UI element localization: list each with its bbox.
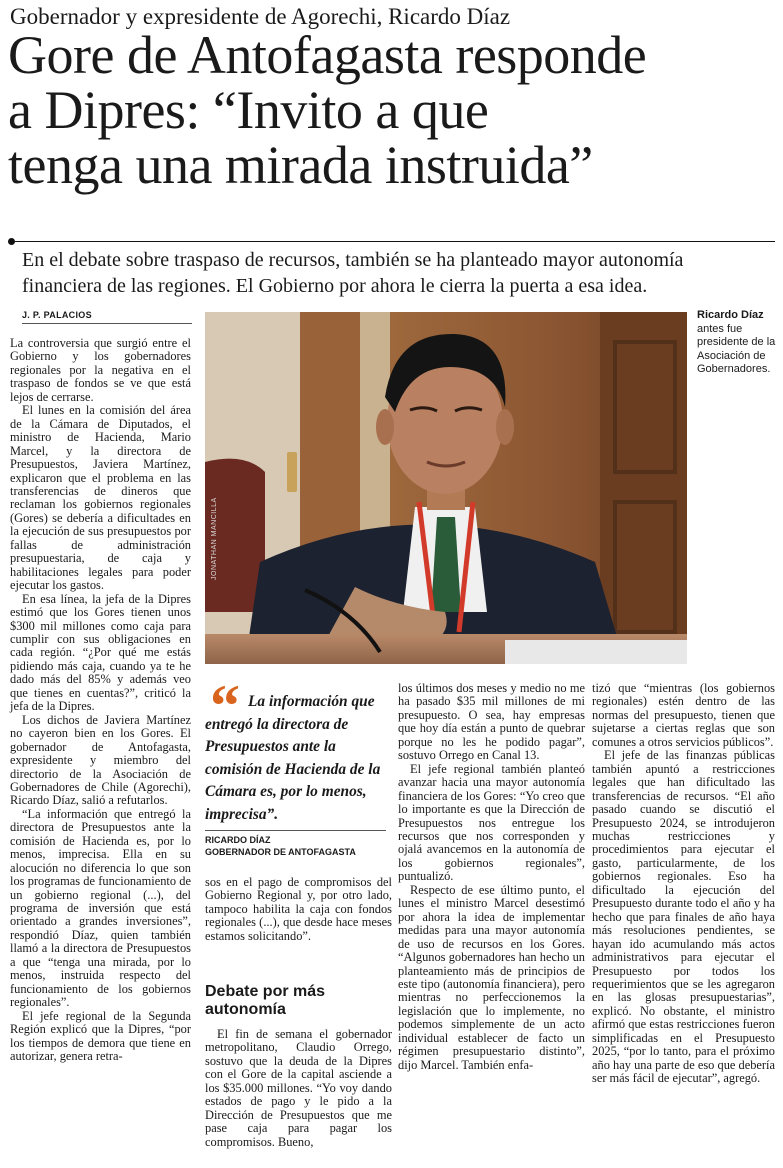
photo-credit: JONATHAN MANCILLA [211,497,218,580]
headline-line: Gore de Antofagasta responde [8,25,647,85]
article-column-4 [592,682,775,1086]
deck-line: En el debate sobre traspaso de recursos, también se ha planteado mayor autonomía [22,249,684,271]
paragraph: “La información que entregó la directora de Presupuestos ante la comisión de Hacienda es, por lo menos, imprecisa. Ella en su alocución no diferencia lo que son los programas de funcionamiento de un gobierno regional (...), del programa de inversión que está orientado a grandes inversiones”, respondió Díaz, quien también llamó a la directora de Presupuestos a que “tenga una mirada, por lo menos, instruida respecto del funcionamiento de los gobiernos regionales”. [10,806,191,1010]
article-column-2 [205,876,392,943]
paragraph: tizó que “mientras (los gobiernos regionales) estén dentro de las normas del presupuesto, tienen que sujetarse a ciertas reglas que son comunes a otros servicios públicos”. [592,681,775,749]
section-subhead: Debate por más autonomía [205,983,326,1018]
caption-text: antes fue presidente de la Asociación de Gobernadores. [697,322,776,375]
paragraph: los últimos dos meses y medio no me ha pasado $35 mil millones de mi presupuesto. O sea, hay empresas que hoy día están a punto de quebrar porque no les he podido pagar”, sostuvo Orrego en Canal 13. [398,681,585,763]
deck-rule [15,241,775,242]
paragraph: El jefe regional de la Segunda Región explicó que la Dipres, “por los tiempos de demora que tiene en autorizar, genera retra- [10,1008,191,1064]
pull-quote-name: RICARDO DÍAZ [205,835,271,845]
deck [22,247,772,299]
article-column-3 [398,682,585,1072]
headline-line: a Dipres: “Invito a que [8,80,489,140]
photo-caption [697,309,779,377]
article-column-2-continued [205,1028,392,1149]
pull-quote-rule [205,830,386,831]
pull-quote [205,691,389,827]
paragraph: La controversia que surgió entre el Gobierno y los gobernadores regionales por la negativa en el traspaso de fondos se ve que está lejos de cerrarse. [10,336,191,404]
paragraph: El lunes en la comisión del área de la Cámara de Diputados, el ministro de Hacienda, Mario Marcel, y la directora de Presupuestos, Javiera Martínez, explicaron que el problema en las transferencias de dineros que reclaman los gobiernos regionales (Gores) se debería a dificultades en la ejecución de sus presupuestos por fallas de administración presupuestaria, de caja y habilitaciones legales para poder ejecutar los gastos. [10,403,191,593]
pull-quote-attribution [205,834,356,858]
caption-name: Ricardo Díaz [697,309,764,321]
byline: J. P. PALACIOS [22,310,92,320]
portrait-photo [205,312,687,664]
deck-line: financiera de las regiones. El Gobierno por ahora le cierra la puerta a esa idea. [22,275,648,297]
kicker: Gobernador y expresidente de Agorechi, Ricardo Díaz [10,4,511,29]
deck-bullet-dot [8,238,15,245]
article-column-1 [10,337,191,1063]
pull-quote-text: La información que entregó la directora de Presupuestos ante la comisión de Hacienda de la Cámara es, por lo menos, imprecisa”. [205,693,381,823]
portrait-illustration [205,312,687,664]
paragraph: En esa línea, la jefa de la Dipres estimó que los Gores tienen unos $300 mil millones como caja para cumplir con sus obligaciones en cada región. “¿Por qué me estás pidiendo más caja, cuando ya te he dado más del 85% y además veo que tienes en cuentas?”, criticó la jefa de la Dipres. [10,591,191,714]
paragraph: El fin de semana el gobernador metropolitano, Claudio Orrego, sostuvo que la deuda de la Dipres con el Gore de la capital asciende a los $35.000 millones. “Yo voy dando estados de pago y le pido a la Dirección de Presupuestos que me pase caja para pagar los compromisos. Bueno, [205,1027,392,1149]
quote-mark-icon: “ [210,673,240,739]
byline-rule [22,323,192,324]
headline-line: tenga una mirada instruida” [8,135,593,195]
paragraph: sos en el pago de compromisos del Gobierno Regional y, por otro lado, tampoco habilita la caja con fondos regionales (...), que desde hace meses estamos solicitando”. [205,875,392,943]
paragraph: Los dichos de Javiera Martínez no cayeron bien en los Gores. El gobernador de Antofagasta, expresidente y miembro del directorio de la Asociación de Gobernadores de Chile (Agorechi), Ricardo Díaz, salió a refutarlos. [10,712,191,808]
paragraph: El jefe regional también planteó avanzar hacia una mayor autonomía financiera de los Gores: “Yo creo que lo importante es que la Dirección de Presupuestos nos entregue los recursos que nos corresponden y ojalá avancemos en la autonomía de los gobiernos regionales”, puntualizó. [398,761,585,884]
pull-quote-role: GOBERNADOR DE ANTOFAGASTA [205,847,356,857]
headline [8,25,783,195]
paragraph: Respecto de ese último punto, el lunes el ministro Marcel desestimó por ahora la idea de implementar medidas para una mayor autonomía de uso de recursos en los Gores. “Algunos gobernadores han hecho un planteamiento más de principios de este tipo (autonomía financiera), pero mientras no perfeccionemos la legislación que lo implemente, no podemos simplemente de un acto individual establecer de facto un régimen presupuestario distinto”, dijo Marcel. También enfa- [398,882,585,1072]
paragraph: El jefe de las finanzas públicas también apuntó a restricciones legales que han dificultado las transferencias de recursos. “El año pasado cuando se discutió el Presupuesto 2024, se introdujeron muchas restricciones y procedimientos para ejecutar el gasto, particularmente, de los gobiernos regionales. Eso ha dificultado la ejecución del Presupuesto durante todo el año y ha hecho que para finales de año haya más resoluciones pendientes, se hayan ido acumulando más actos administrativos para ejecutar el Presupuesto por todos los requerimientos que se les agregaron en las glosas presupuestarias”, explicó. No obstante, el ministro afirmó que estas restricciones fueron simplificadas en el Presupuesto 2025, “por lo tanto, para el próximo año hay una parte de eso que debería ser más fácil de ejecutar”, agregó. [592,748,775,1086]
